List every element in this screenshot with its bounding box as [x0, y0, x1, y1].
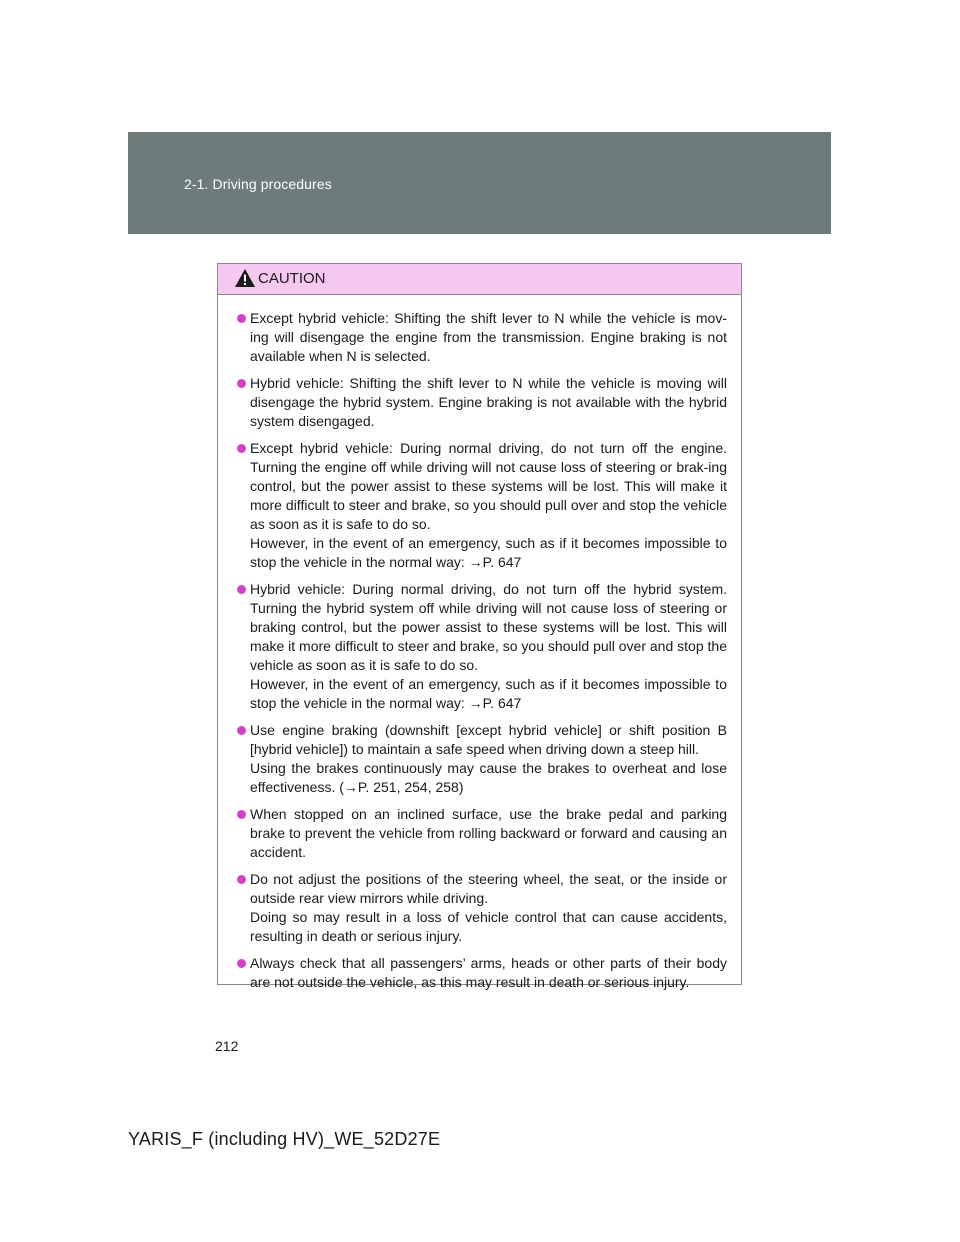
bullet-dot-icon [237, 875, 246, 884]
page-number: 212 [215, 1038, 239, 1054]
caution-box [217, 263, 742, 990]
caution-list [218, 295, 741, 992]
bullet-dot-icon [237, 726, 246, 735]
caution-item: When stopped on an inclined surface, use the brake pedal and parking brake to prevent the vehicle from rolling backward or forward and causing an accident. [238, 805, 727, 862]
section-title: 2-1. Driving procedures [184, 176, 332, 192]
caution-header [218, 264, 741, 295]
caution-item: Except hybrid vehicle: During normal driving, do not turn off the engine. Turning the engine off while driving will not cause loss of steering or brak-ing control, but the power assist to these systems will be lost. This will make it more difficult to steer and brake, so you should pull over and stop the vehicle as soon as it is safe to do so. However, in the event of an emergency, such as if it becomes impossible to stop the vehicle in the normal way: →P. 647 [238, 439, 727, 572]
caution-item: Use engine braking (downshift [except hybrid vehicle] or shift position B [hybrid vehicle]) to maintain a safe speed when driving down a steep hill. Using the brakes continuously may cause the brakes to overheat and lose effectiveness. (→P. 251, 254, 258) [238, 721, 727, 797]
bullet-dot-icon [237, 379, 246, 388]
caution-item: Except hybrid vehicle: Shifting the shift lever to N while the vehicle is mov-ing will disengage the engine from the transmission. Engine braking is not available when N is selected. [238, 309, 727, 366]
caution-item: Always check that all passengers’ arms, heads or other parts of their body are not outside the vehicle, as this may result in death or serious injury. [238, 954, 727, 992]
bullet-dot-icon [237, 585, 246, 594]
caution-item: Hybrid vehicle: Shifting the shift lever to N while the vehicle is moving will disengage the hybrid system. Engine braking is not available with the hybrid system disengaged. [238, 374, 727, 431]
caution-item: Do not adjust the positions of the steering wheel, the seat, or the inside or outside rear view mirrors while driving. Doing so may result in a loss of vehicle control that can cause accidents, resulting in death or serious injury. [238, 870, 727, 946]
warning-triangle-icon [234, 268, 256, 288]
bullet-dot-icon [237, 810, 246, 819]
document-code: YARIS_F (including HV)_WE_52D27E [128, 1129, 441, 1149]
caution-title: CAUTION [258, 270, 326, 287]
section-header-band [128, 132, 831, 234]
bullet-dot-icon [237, 314, 246, 323]
caution-item: Hybrid vehicle: During normal driving, do not turn off the hybrid system. Turning the hybrid system off while driving will not cause loss of steering or braking control, but the power assist to these systems will be lost. This will make it more difficult to steer and brake, so you should pull over and stop the vehicle as soon as it is safe to do so. However, in the event of an emergency, such as if it becomes impossible to stop the vehicle in the normal way: →P. 647 [238, 580, 727, 713]
bullet-dot-icon [237, 444, 246, 453]
bullet-dot-icon [237, 959, 246, 968]
